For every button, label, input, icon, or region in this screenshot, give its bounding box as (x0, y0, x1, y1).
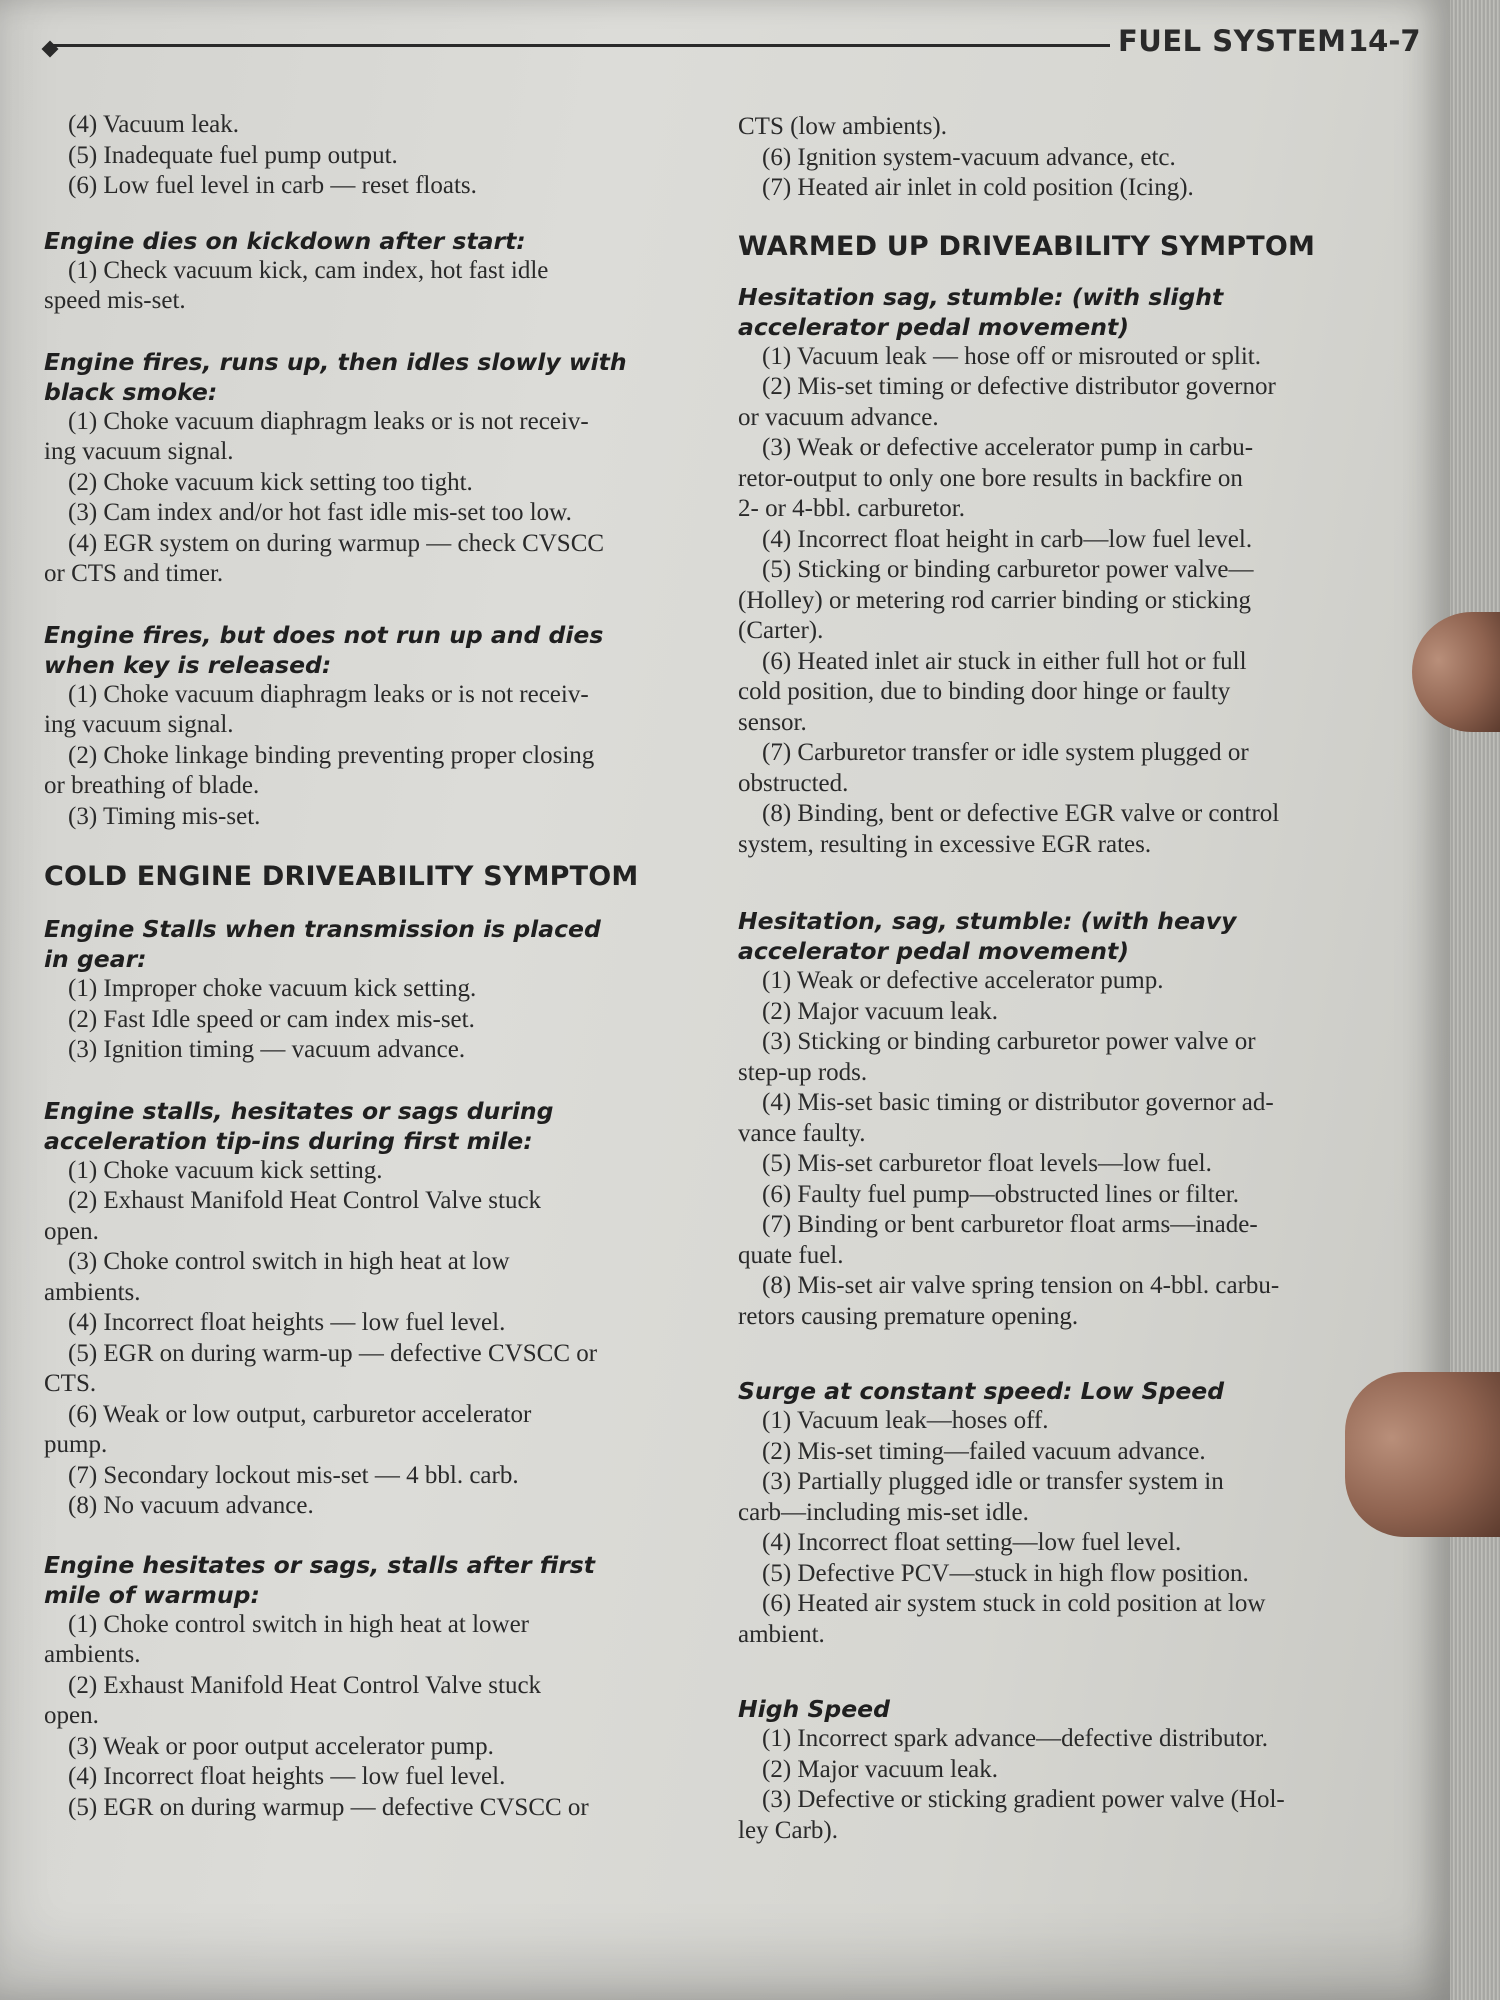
page-stack-edge (1450, 0, 1500, 2000)
thumb-lower (1345, 1372, 1500, 1537)
list-item: (3) Partially plugged idle or transfer system in (762, 1468, 1224, 1495)
list-item-cont: 2- or 4-bbl. carburetor. (738, 495, 966, 522)
list-item-cont: system, resulting in excessive EGR rates. (738, 830, 1152, 858)
list-item-cont: retor-output to only one bore results in backfire on (738, 464, 1243, 492)
list-item: (1) Vacuum leak — hose off or misrouted or split. (762, 342, 1261, 370)
list-item: (2) Major vacuum leak. (762, 1755, 999, 1783)
subheading-after-first-mile (44, 1550, 694, 1610)
list-item: (6) Faulty fuel pump—obstructed lines or filter. (762, 1180, 1239, 1208)
list-item-cont: or CTS and timer. (44, 560, 224, 587)
left-column (44, 110, 694, 1823)
list-item: (5) Mis-set carburetor float levels—low fuel. (762, 1150, 1212, 1177)
list-item: (5) Defective PCV—stuck in high flow position. (762, 1559, 1249, 1587)
list-item-cont: ing vacuum signal. (44, 711, 234, 738)
list-item: (5) EGR on during warm-up — defective CVSCC or (68, 1339, 598, 1367)
subheading-line: Hesitation sag, stumble: (with slight (738, 282, 1224, 311)
list-item-cont: ambients. (44, 1278, 141, 1306)
list-item-cont: cold position, due to binding door hinge or faulty (738, 678, 1231, 705)
list-item-cont: sensor. (738, 708, 807, 736)
list-item: (8) Mis-set air valve spring tension on 4-bbl. carbu- (762, 1272, 1280, 1299)
section-heading-cold: COLD ENGINE DRIVEABILITY SYMPTOM (44, 861, 639, 892)
list-item: (5) Sticking or binding carburetor power valve— (762, 556, 1254, 583)
subheading-tip-ins (44, 1096, 694, 1156)
subheading-key-released (44, 620, 694, 680)
list-item: (4) Vacuum leak. (68, 111, 240, 138)
list-item: (4) Incorrect float heights — low fuel level. (68, 1763, 506, 1790)
list-item: (6) Ignition system-vacuum advance, etc. (762, 143, 1176, 171)
list-item-cont: pump. (44, 1431, 108, 1458)
list-item-cont: CTS. (44, 1370, 97, 1397)
subheading-line: when key is released: (44, 650, 332, 679)
list-item-cont: open. (44, 1702, 99, 1729)
list-item: (1) Check vacuum kick, cam index, hot fast idle (68, 256, 549, 284)
subheading-line: accelerator pedal movement) (738, 937, 1129, 965)
section-heading-warmed: WARMED UP DRIVEABILITY SYMPTOM (738, 230, 1316, 262)
list-item: (3) Cam index and/or hot fast idle mis-set too low. (68, 499, 572, 526)
page-number: 14-7 (1348, 24, 1421, 58)
list-item-cont: vance faulty. (738, 1119, 866, 1147)
list-item-cont: ing vacuum signal. (44, 438, 234, 465)
list-item: (4) EGR system on during warmup — check CVSCC (68, 529, 605, 557)
list-item-cont: open. (44, 1217, 99, 1245)
list-item: (4) Mis-set basic timing or distributor governor ad- (762, 1089, 1274, 1116)
list-item: (7) Binding or bent carburetor float arms—inade- (762, 1211, 1258, 1238)
subheading-line: Engine hesitates or sags, stalls after first (44, 1550, 596, 1579)
list-item-cont: speed mis-set. (44, 287, 186, 314)
list-item-cont: ley Carb). (738, 1816, 838, 1844)
subheading-stalls-in-gear (44, 914, 694, 974)
list-item: (2) Exhaust Manifold Heat Control Valve stuck (68, 1187, 542, 1214)
list-item: (1) Weak or defective accelerator pump. (762, 967, 1164, 994)
subheading-line: Engine fires, runs up, then idles slowly with (44, 347, 627, 376)
subheading-low-speed: Surge at constant speed: Low Speed (738, 1377, 1225, 1405)
subheading-line: acceleration tip-ins during first mile: (44, 1126, 533, 1155)
list-item-cont: obstructed. (738, 769, 849, 797)
list-item-cont: ambient. (738, 1620, 825, 1648)
list-item-cont: CTS (low ambients). (738, 113, 948, 140)
list-item: (6) Heated inlet air stuck in either full hot or full (762, 647, 1247, 675)
list-item: (1) Choke vacuum kick setting. (68, 1156, 383, 1184)
list-item: (3) Ignition timing — vacuum advance. (68, 1036, 466, 1063)
subheading-line: accelerator pedal movement) (738, 312, 1129, 341)
list-item-cont: (Holley) or metering rod carrier binding or sticking (738, 586, 1252, 614)
list-item: (3) Defective or sticking gradient power valve (Hol- (762, 1786, 1285, 1813)
list-item-cont: ambients. (44, 1641, 141, 1668)
list-item: (2) Exhaust Manifold Heat Control Valve stuck (68, 1671, 542, 1699)
list-item-cont: or breathing of blade. (44, 772, 260, 799)
list-item: (1) Incorrect spark advance—defective distributor. (762, 1725, 1269, 1752)
list-item: (1) Choke control switch in high heat at lower (68, 1610, 529, 1638)
subheading-line: Engine stalls, hesitates or sags during (44, 1096, 554, 1125)
list-item: (7) Secondary lockout mis-set — 4 bbl. carb. (68, 1461, 519, 1489)
subheading-line: Engine Stalls when transmission is placed (44, 915, 601, 943)
list-item: (6) Low fuel level in carb — reset floats. (68, 172, 477, 199)
list-item: (1) Vacuum leak—hoses off. (762, 1407, 1049, 1434)
list-item: (4) Incorrect float heights — low fuel level. (68, 1309, 506, 1336)
subheading-line: mile of warmup: (44, 1580, 260, 1609)
list-item: (2) Major vacuum leak. (762, 997, 999, 1025)
list-item-cont: or vacuum advance. (738, 403, 939, 431)
list-item: (2) Mis-set timing or defective distributor governor (762, 373, 1276, 400)
list-item: (4) Incorrect float setting—low fuel level. (762, 1529, 1182, 1556)
list-item: (6) Heated air system stuck in cold position at low (762, 1590, 1266, 1617)
list-item: (1) Choke vacuum diaphragm leaks or is not receiv- (68, 680, 589, 708)
list-item: (1) Improper choke vacuum kick setting. (68, 975, 477, 1002)
list-item: (2) Mis-set timing—failed vacuum advance. (762, 1437, 1206, 1465)
subheading-line: Engine fires, but does not run up and dies (44, 620, 604, 649)
list-item: (7) Heated air inlet in cold position (Icing). (762, 174, 1194, 201)
subheading-kickdown: Engine dies on kickdown after start: (44, 226, 526, 255)
list-item: (3) Timing mis-set. (68, 802, 261, 830)
list-item-cont: (Carter). (738, 617, 824, 644)
subheading-line: Hesitation, sag, stumble: (with heavy (738, 907, 1237, 935)
list-item: (3) Choke control switch in high heat at low (68, 1248, 510, 1275)
list-item: (1) Choke vacuum diaphragm leaks or is not receiv- (68, 407, 589, 435)
list-item: (7) Carburetor transfer or idle system plugged or (762, 739, 1249, 766)
right-column (738, 112, 1393, 1846)
list-item: (2) Choke vacuum kick setting too tight. (68, 468, 473, 496)
subheading-line: in gear: (44, 945, 147, 973)
list-item: (5) Inadequate fuel pump output. (68, 141, 398, 169)
list-item: (8) Binding, bent or defective EGR valve or control (762, 800, 1280, 827)
subheading-line: black smoke: (44, 377, 218, 406)
subheading-slight-pedal (738, 282, 1393, 342)
list-item: (6) Weak or low output, carburetor accelerator (68, 1400, 532, 1428)
list-item: (2) Choke linkage binding preventing proper closing (68, 741, 595, 769)
list-item: (3) Sticking or binding carburetor power valve or (762, 1028, 1256, 1055)
list-item: (3) Weak or defective accelerator pump in carbu- (762, 434, 1254, 461)
list-item-cont: quate fuel. (738, 1241, 844, 1269)
list-item: (8) No vacuum advance. (68, 1492, 314, 1519)
header-rule (52, 44, 1110, 47)
subheading-idles-slowly (44, 347, 694, 407)
list-item: (2) Fast Idle speed or cam index mis-set. (68, 1005, 475, 1033)
list-item-cont: step-up rods. (738, 1058, 868, 1086)
list-item: (4) Incorrect float height in carb—low fuel level. (762, 525, 1253, 553)
list-item-cont: carb—including mis-set idle. (738, 1498, 1029, 1526)
subheading-heavy-pedal (738, 906, 1393, 966)
list-item-cont: retors causing premature opening. (738, 1302, 1079, 1330)
list-item: (3) Weak or poor output accelerator pump. (68, 1732, 494, 1760)
subheading-high-speed: High Speed (738, 1695, 890, 1723)
section-title: FUEL SYSTEM (1118, 24, 1347, 58)
list-item: (5) EGR on during warmup — defective CVSCC or (68, 1793, 589, 1821)
